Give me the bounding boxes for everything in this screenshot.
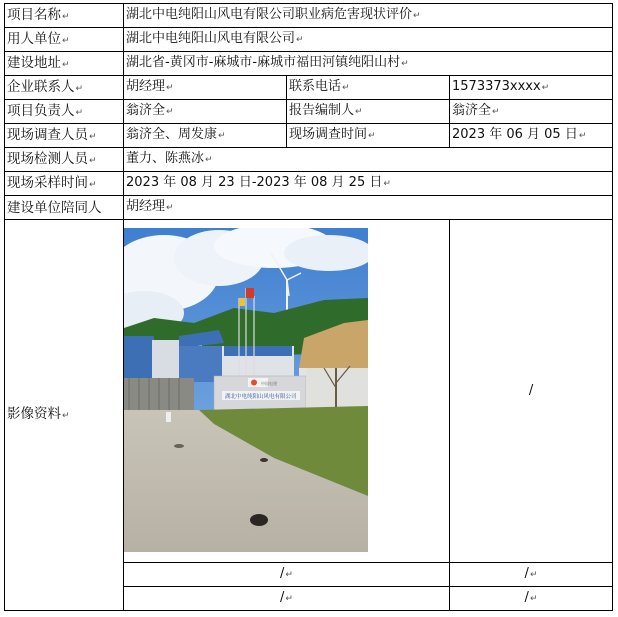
- contact-label: 企业联系人↵: [5, 76, 124, 100]
- investigators-value: 翁济全、周发康↵: [124, 124, 287, 148]
- row-leader: [5, 100, 613, 124]
- row-sampling-time: [5, 172, 613, 196]
- escort-value: 胡经理↵: [124, 196, 613, 220]
- investigation-time-label: 现场调查时间↵: [287, 124, 450, 148]
- row-project-name: [5, 4, 613, 28]
- image-placeholder-3-right: /↵: [450, 587, 613, 611]
- photo-logo: 中国电建: [261, 381, 277, 386]
- sampling-time-value: 2023 年 08 月 23 日-2023 年 08 月 25 日↵: [124, 172, 613, 196]
- image-placeholder-right: /: [450, 220, 613, 563]
- phone-label: 联系电话↵: [287, 76, 450, 100]
- escort-label: 建设单位陪同人: [5, 196, 124, 220]
- photo-sign: 湖北中电纯阳山风电有限公司: [225, 394, 297, 400]
- project-name-label: 项目名称↵: [5, 4, 124, 28]
- sampling-time-label: 现场采样时间↵: [5, 172, 124, 196]
- row-contact: [5, 76, 613, 100]
- image-placeholder-3-left: /↵: [124, 587, 450, 611]
- employer-label: 用人单位↵: [5, 28, 124, 52]
- testers-value: 董力、陈燕冰↵: [124, 148, 613, 172]
- leader-value: 翁济全↵: [124, 100, 287, 124]
- site-photo: [124, 228, 368, 552]
- row-employer: [5, 28, 613, 52]
- leader-label: 项目负责人↵: [5, 100, 124, 124]
- site-photo-cell: [124, 220, 450, 563]
- image-placeholder-2-right: /↵: [450, 563, 613, 587]
- assessment-info-table: [4, 3, 613, 611]
- row-testers: [5, 148, 613, 172]
- report-author-label: 报告编制人↵: [287, 100, 450, 124]
- investigation-time-value: 2023 年 06 月 05 日↵: [450, 124, 613, 148]
- project-name-value: 湖北中电纯阳山风电有限公司职业病危害现状评价↵: [124, 4, 613, 28]
- row-address: [5, 52, 613, 76]
- address-value: 湖北省-黄冈市-麻城市-麻城市福田河镇纯阳山村↵: [124, 52, 613, 76]
- images-label: 影像资料↵: [5, 220, 124, 611]
- image-placeholder-2-left: /↵: [124, 563, 450, 587]
- row-investigators: [5, 124, 613, 148]
- report-author-value: 翁济全↵: [450, 100, 613, 124]
- row-escort: [5, 196, 613, 220]
- row-images: [5, 220, 613, 563]
- phone-value: 1573373xxxx↵: [450, 76, 613, 100]
- investigators-label: 现场调查人员↵: [5, 124, 124, 148]
- employer-value: 湖北中电纯阳山风电有限公司↵: [124, 28, 613, 52]
- testers-label: 现场检测人员↵: [5, 148, 124, 172]
- address-label: 建设地址↵: [5, 52, 124, 76]
- contact-value: 胡经理↵: [124, 76, 287, 100]
